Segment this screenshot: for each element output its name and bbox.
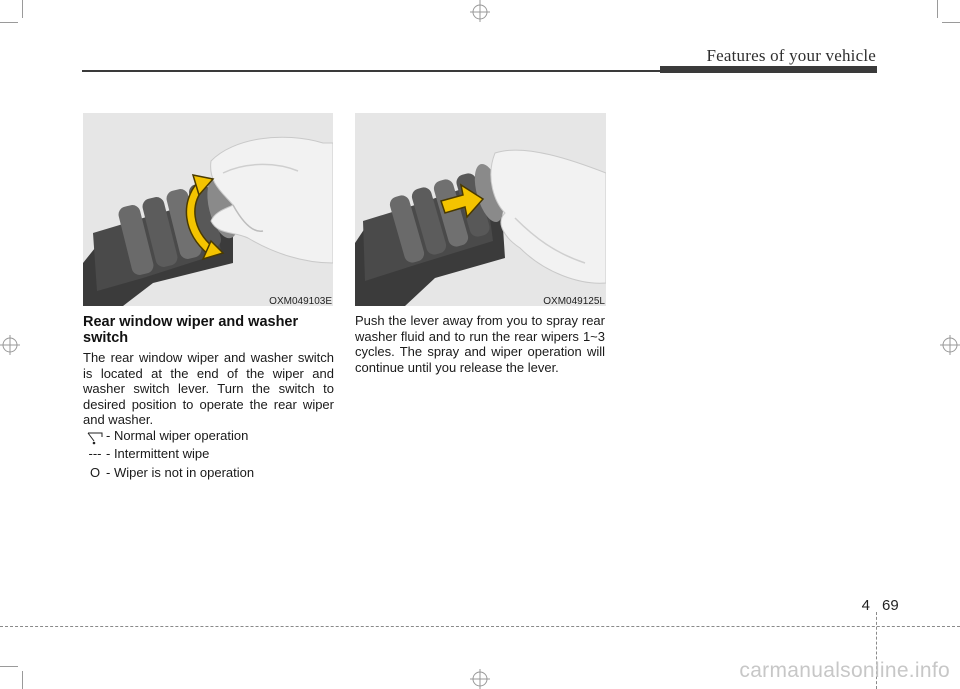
crop-mark bbox=[22, 671, 23, 689]
crop-mark bbox=[22, 0, 23, 18]
header-rule bbox=[82, 70, 662, 72]
page-number: 69 bbox=[882, 597, 899, 614]
crop-mark bbox=[942, 22, 960, 23]
figure-rear-washer-push bbox=[355, 113, 606, 306]
figure-code-2: OXM049125L bbox=[543, 296, 605, 307]
legend-symbol: --- bbox=[88, 446, 102, 461]
legend-text: - Normal wiper operation bbox=[106, 428, 249, 443]
registration-target-icon bbox=[468, 0, 492, 24]
chapter-number: 4 bbox=[861, 597, 870, 614]
legend-symbol: O bbox=[89, 465, 101, 480]
section-title: Rear window wiper and washer switch bbox=[83, 314, 299, 346]
legend-text: - Intermittent wipe bbox=[106, 446, 210, 461]
figure-rear-wiper-switch-turn bbox=[83, 113, 333, 306]
running-header: Features of your vehicle bbox=[706, 46, 876, 65]
registration-target-icon bbox=[0, 333, 22, 357]
crop-mark bbox=[0, 666, 18, 667]
watermark: carmanualsonline.info bbox=[739, 659, 950, 682]
registration-target-icon bbox=[468, 667, 492, 689]
legend-text: - Wiper is not in operation bbox=[106, 465, 255, 480]
wiper-symbol-icon bbox=[84, 428, 106, 446]
registration-target-icon bbox=[938, 333, 960, 357]
crop-mark bbox=[937, 0, 938, 18]
crop-mark bbox=[0, 22, 18, 23]
header-rule-accent bbox=[660, 66, 877, 73]
figure-code-1: OXM049103E bbox=[269, 296, 332, 307]
body-paragraph: The rear window wiper and washer switch is located at the end of the wiper and washer switch lever. Turn the switch to desired position to operate the rear wiper and washer. bbox=[83, 350, 334, 427]
footer-rule bbox=[0, 626, 960, 627]
body-paragraph-2: Push the lever away from you to spray rear washer fluid and to run the rear wipers 1~3 cycles. The spray and wiper operation will continue until you release the lever. bbox=[355, 313, 605, 375]
